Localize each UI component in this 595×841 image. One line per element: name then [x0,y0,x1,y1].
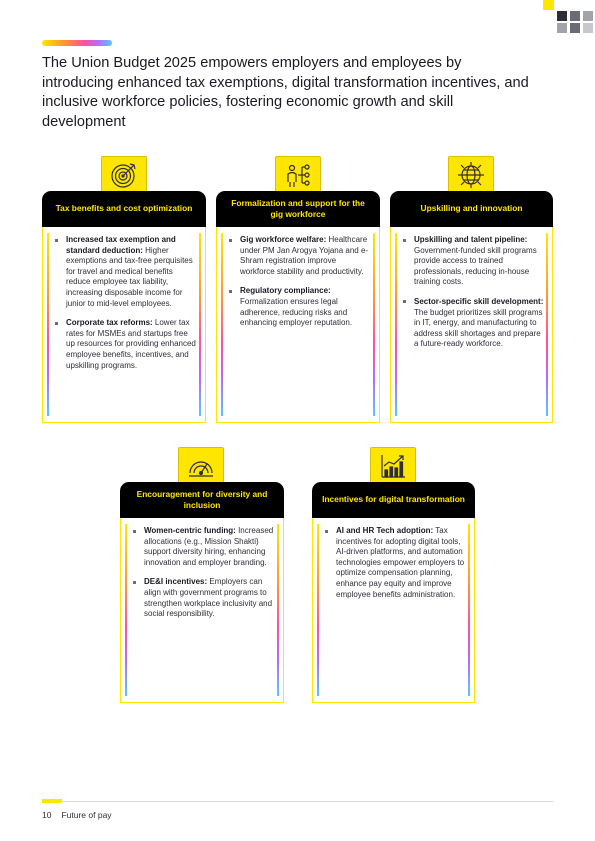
list-item: Gig workforce welfare: Healthcare under PM Jan Arogya Yojana and e-Shram registration improve workforce stability and productivity. [229,235,371,277]
list-item: Upskilling and talent pipeline: Government-funded skill programs provide access to trained professionals, reducing in-house training costs. [403,235,544,288]
footer-divider [62,801,553,802]
card-header: Encouragement for diversity and inclusion [120,482,284,518]
card-body [312,518,475,703]
bullet-list [55,235,197,380]
list-item: Regulatory compliance: Formalization ensures legal adherence, reducing risks and enhancing employer reputation. [229,286,371,328]
bullet-list [229,235,371,338]
page-headline: The Union Budget 2025 empowers employers and employees by introducing enhanced tax exemptions, digital transformation incentives, and inclusive workforce policies, fostering economic growth and skill development [42,55,529,130]
globe-icon [448,156,494,194]
gauge-icon [178,447,224,485]
card-body [120,518,284,703]
list-item: DE&I incentives: Employers can align with government programs to strengthen workplace inclusivity and social responsibility. [133,577,275,619]
list-item: Women-centric funding: Increased allocations (e.g., Mission Shakti) support diversity hiring, enhancing innovation and employer branding. [133,526,275,568]
list-item: Sector-specific skill development: The budget prioritizes skill programs in IT, energy, and manufacturing to address skill shortages and prepare a future-ready workforce. [403,297,544,350]
corner-grid-logo [557,11,595,33]
bullet-list [325,526,466,609]
list-item: Increased tax exemption and standard deduction: Higher exemptions and tax-free perquisites for travel and medical benefits reduce employee tax liability, increasing disposable income for junior to mid-level employees. [55,235,197,309]
list-item: AI and HR Tech adoption: Tax incentives for adopting digital tools, AI-driven platforms, and automation technologies empower employers to optimize compensation planning, enhance pay equity and improve employee benefits administration. [325,526,466,600]
headline-accent-bar [42,40,112,46]
card-header: Incentives for digital transformation [312,482,475,518]
card-header: Formalization and support for the gig workforce [216,191,380,227]
section-name: Future of pay [61,810,112,820]
footer-accent-bar [42,799,62,803]
card-body [216,227,380,423]
workforce-network-icon [275,156,321,194]
card-body [42,227,206,423]
bullet-list [133,526,275,629]
footer [42,810,122,820]
card-header: Tax benefits and cost optimization [42,191,206,227]
card-header: Upskilling and innovation [390,191,553,227]
growth-chart-icon [370,447,416,485]
corner-accent-bar [543,0,554,10]
list-item: Corporate tax reforms: Lower tax rates for MSMEs and startups free up resources for providing enhanced employee benefits, incentives, and upskilling programs. [55,318,197,371]
card-body [390,227,553,423]
bullet-list [403,235,544,359]
page-number: 10 [42,810,52,820]
target-icon [101,156,147,194]
